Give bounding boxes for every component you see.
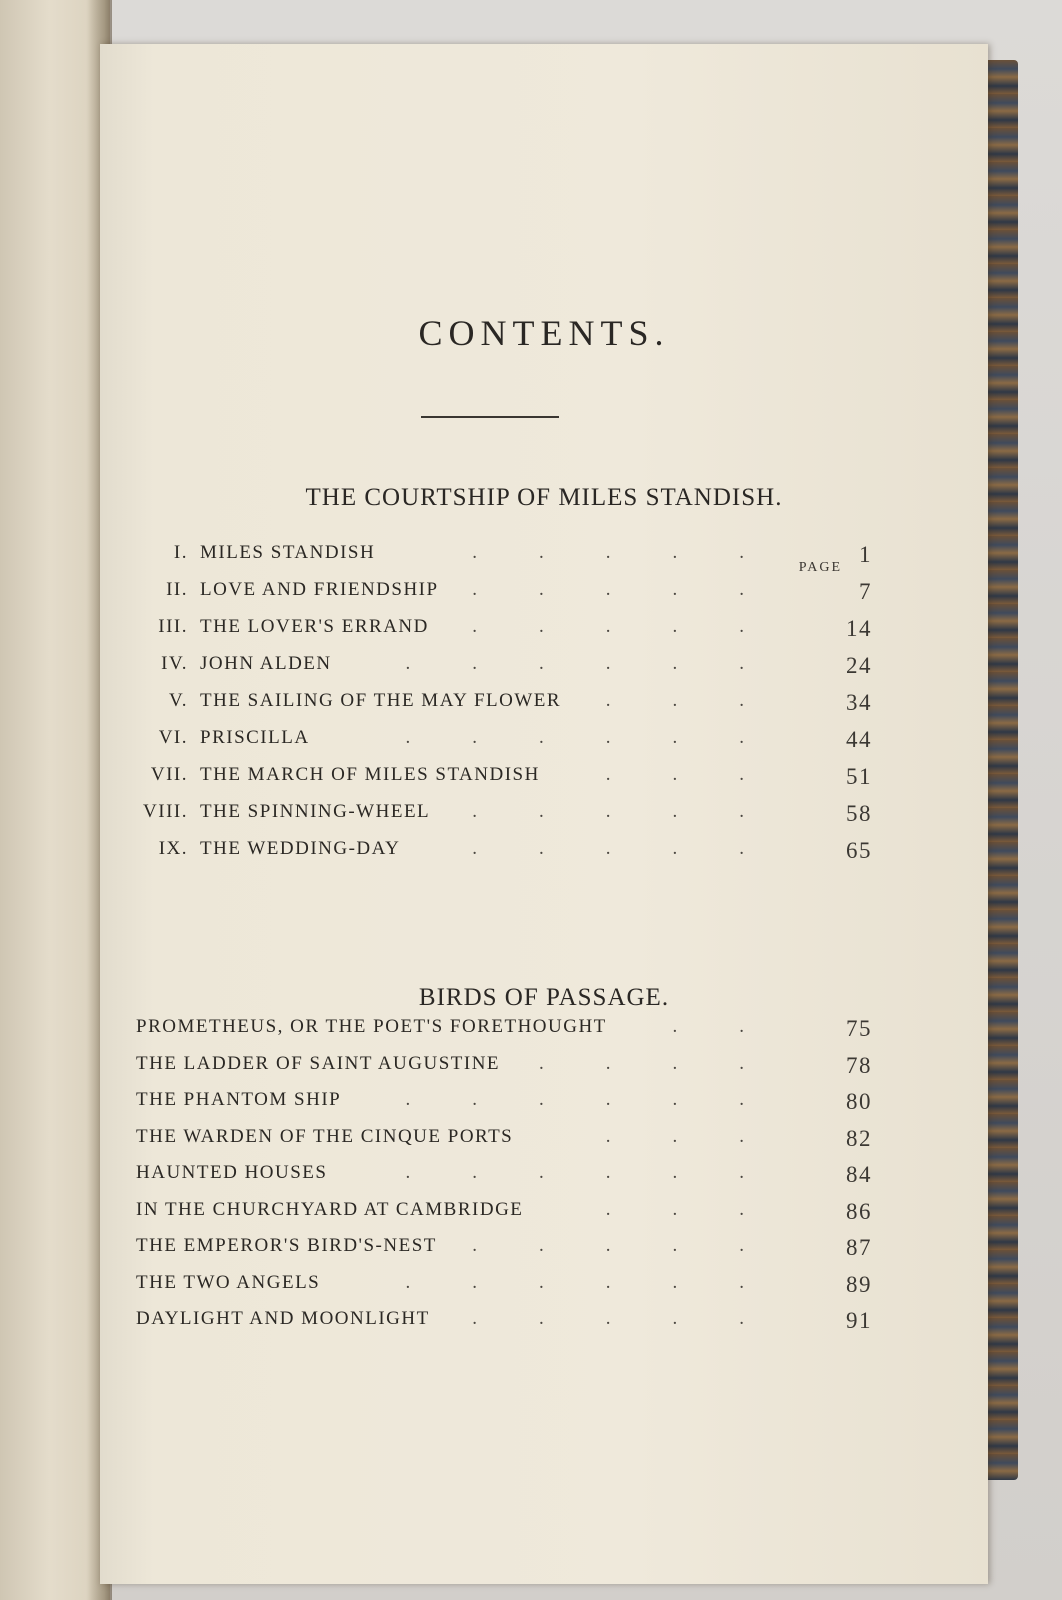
toc-entry [130,542,872,570]
entry-title: THE WEDDING-DAY [200,838,401,859]
toc-entry [130,1089,872,1117]
page-number: 78 [846,1052,872,1078]
chapter-number: IX. [158,838,188,859]
dot-leader: ...... [405,1271,806,1293]
dot-leader: ..... [472,616,806,637]
dot-leader: ..... [472,1235,806,1256]
dot-leader: ... [605,1198,806,1220]
page-number: 58 [846,801,872,826]
toc-entry [130,838,872,866]
page-number: 44 [846,727,872,752]
page-number: 51 [846,764,872,789]
dot-leader: .... [539,1052,806,1074]
page-number: 91 [846,1308,872,1333]
toc-entry [130,1308,872,1336]
toc-entry [130,616,872,644]
chapter-number: V. [168,690,188,711]
page-number: 82 [846,1125,872,1151]
page-heading: CONTENTS. [418,313,670,353]
page-number: 89 [846,1271,872,1297]
chapter-number: II. [166,579,188,600]
entry-title: THE LADDER OF SAINT AUGUSTINE [136,1052,501,1074]
entry-title: LOVE AND FRIENDSHIP [200,579,439,600]
entry-title: PROMETHEUS, OR THE POET'S FORETHOUGHT [136,1016,607,1037]
toc-entry [130,690,872,718]
contents-page [100,44,988,1584]
dot-leader: ..... [472,579,806,600]
entry-title: THE LOVER'S ERRAND [200,616,429,637]
entry-title: THE PHANTOM SHIP [136,1089,342,1110]
page-number: 14 [846,616,872,641]
entry-title: THE SPINNING-WHEEL [200,801,431,822]
page-number: 84 [846,1162,872,1187]
toc-entry [130,1052,872,1081]
dot-leader: .. [672,1016,806,1037]
entry-title: THE MARCH OF MILES STANDISH [200,764,540,785]
entry-title: MILES STANDISH [200,542,376,563]
dot-leader: ..... [472,542,806,563]
dot-leader: ...... [405,1089,806,1110]
entry-title: DAYLIGHT AND MOONLIGHT [136,1308,430,1329]
toc-entry [130,801,872,829]
toc-entry [130,1016,872,1044]
chapter-number: III. [158,616,188,637]
dot-leader: ... [605,1125,806,1147]
dot-leader: ...... [405,653,806,674]
entry-title: THE TWO ANGELS [136,1271,321,1293]
chapter-number: VIII. [143,801,188,822]
entry-title: PRISCILLA [200,727,310,748]
toc-entry [130,579,872,607]
toc-entry [130,1271,872,1300]
entry-title: THE SAILING OF THE MAY FLOWER [200,690,562,711]
marbled-cover-edge [984,60,1018,1480]
page-number: 24 [846,653,872,678]
dot-leader: ..... [472,838,806,859]
entry-title: HAUNTED HOUSES [136,1162,328,1183]
page-number: 86 [846,1198,872,1224]
dot-leader: ...... [405,727,806,748]
entry-title: THE EMPEROR'S BIRD'S-NEST [136,1235,437,1256]
dot-leader: ... [605,690,806,711]
entry-title: THE WARDEN OF THE CINQUE PORTS [136,1125,514,1147]
toc-entry [130,727,872,755]
chapter-number: VII. [150,764,188,785]
page-number: 1 [859,542,872,567]
page-column-label: PAGE [798,560,842,575]
chapter-number: IV. [161,653,188,674]
page-number: 80 [846,1089,872,1114]
heading-rule [421,416,559,418]
dot-leader: ... [605,764,806,785]
toc-entry [130,1125,872,1154]
page-number: 87 [846,1235,872,1260]
toc-entry [130,1162,872,1190]
chapter-number: VI. [158,727,188,748]
section-title-courtship: THE COURTSHIP OF MILES STANDISH. [305,484,783,511]
toc-entry [130,764,872,792]
chapter-number: I. [173,542,188,563]
page-number: 65 [846,838,872,863]
dot-leader: ..... [472,801,806,822]
page-number: 7 [859,579,872,604]
toc-entry [130,1235,872,1263]
entry-title: JOHN ALDEN [200,653,332,674]
section-title-birds: BIRDS OF PASSAGE. [418,984,670,1011]
toc-entry [130,1198,872,1227]
page-number: 34 [846,690,872,715]
dot-leader: ..... [472,1308,806,1329]
toc-entry [130,653,872,681]
page-number: 75 [846,1016,872,1041]
entry-title: IN THE CHURCHYARD AT CAMBRIDGE [136,1198,524,1220]
dot-leader: ...... [405,1162,806,1183]
